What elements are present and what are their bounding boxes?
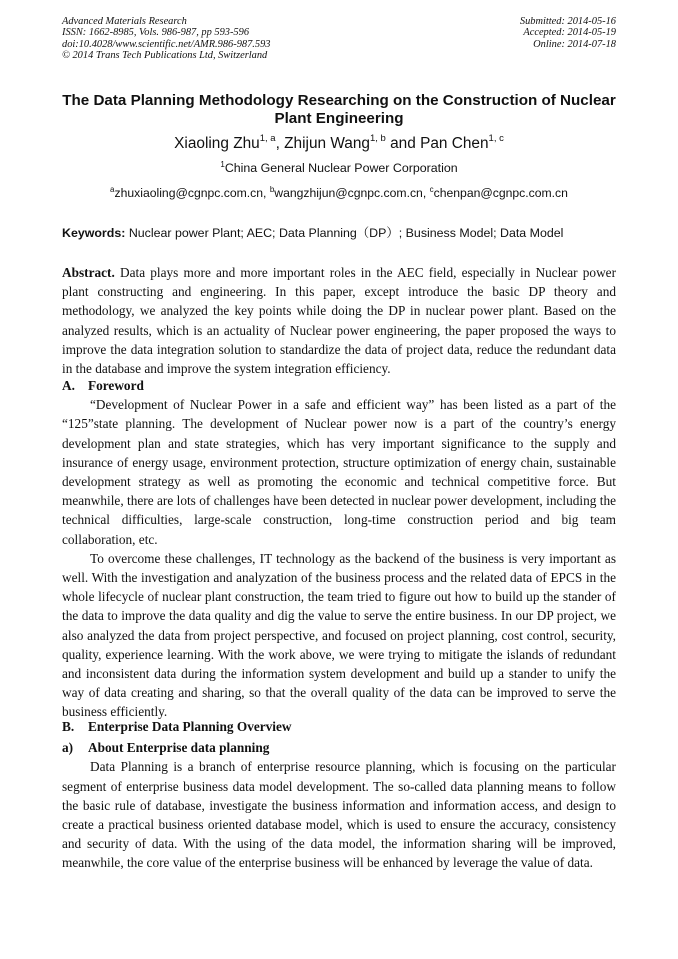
- author-list: Xiaoling Zhu$^{1, a}$, Zhijun Wang$^{1, b}$ and Pan Chen$^{1, c}$: [174, 133, 504, 152]
- author-superscript: 1, c: [488, 133, 504, 144]
- paper-title: The Data Planning Methodology Researching on the Construction of Nuclear Plant Engineering: [62, 92, 616, 127]
- journal-header: [62, 16, 270, 62]
- keywords: [62, 226, 616, 241]
- email-link[interactable]: wangzhijun@cgnpc.com.cn: [274, 186, 423, 200]
- keywords-text: Nuclear power Plant; AEC; Data Planning（DP）; Business Model; Data Model: [128, 226, 564, 240]
- paragraph: To overcome these challenges, IT technology as the backend of the business is very important as well. With the investigation and analyzation of the business process and the related data of EPCS in the whole lifecycle of nuclear plant construction, the team tried to figure out how to build up the stander of the data to improve the data quality and dig the value to serve the entire business. In our DP project, we also analyzed the data from project perspective, and focused on project planning, cost control, security, quality, experience learning. With the work above, we were trying to mitigate the islands of redundant and inconsistent data during the information system development and build up a stander to unify the way of data creating and sharing, so that the overall quality of the data can be improved to serve the business efficiently.: [62, 550, 616, 720]
- doi-line: doi:10.4028/www.scientific.net/AMR.986-987.593: [62, 38, 271, 50]
- online-date: Online: 2014-07-18: [533, 38, 616, 50]
- section-foreword: [62, 376, 616, 722]
- email-link[interactable]: zhuxiaoling@cgnpc.com.cn: [114, 186, 264, 200]
- section-enterprise-data-planning: [62, 717, 616, 873]
- author-superscript: 1, a: [259, 133, 276, 144]
- abstract-label: Abstract.: [62, 265, 115, 280]
- subsection-heading: a) About Enterprise data planning: [62, 740, 270, 756]
- email-list: $^a$zhuxiaoling@cgnpc.com.cn, $^b$wangzhijun@cgnpc.com.cn, $^c$chenpan@cgnpc.com.cn: [110, 185, 568, 200]
- author-superscript: 1, b: [369, 133, 386, 144]
- issn-line: ISSN: 1662-8985, Vols. 986-987, pp 593-596: [62, 27, 250, 39]
- author-name: Xiaoling Zhu: [174, 135, 260, 152]
- author-name: Zhijun Wang: [284, 135, 370, 152]
- accepted-date: Accepted: 2014-05-19: [523, 27, 616, 39]
- paragraph: Data Planning is a branch of enterprise resource planning, which is focusing on the particular segment of enterprise business data model development. The so-called data planning means to follow the basic rule of database, investigate the business information and information access, and design to create a practical business oriented database model, which is used to ensure the accuracy, consistency and security of data. With the using of the data model, the information sharing will be improved, meanwhile, the core value of the enterprise business will be enhanced by leverage the value of data.: [62, 759, 616, 871]
- abstract: [62, 263, 616, 378]
- email-link[interactable]: chenpan@cgnpc.com.cn: [433, 186, 568, 200]
- abstract-text: Data plays more and more important roles in the AEC field, especially in Nuclear power plant constructing and engineering. In this paper, except introduce the basic DP theory and methodology, we analyzed the key points while doing the DP in nuclear power plant. Based on the analyzed results, which is an actuality of Nuclear power engineering, the paper proposed the ways to improve the data integration solution to standardize the data of project data, reduce the redundant data in the database and improve the system integration efficiency.: [62, 265, 617, 377]
- section-heading: B. Enterprise Data Planning Overview: [62, 719, 292, 734]
- dates-header: [520, 16, 616, 50]
- affiliation: $^1$China General Nuclear Power Corporation: [220, 160, 458, 175]
- paragraph: “Development of Nuclear Power in a safe and efficient way” has been listed as a part of the “125”state planning. The development of Nuclear power now is a part of the country’s energy development plan and state strategies, which has very important significance to the supply and insurance of energy usage, environment protection, structure optimization of energy chain, sustainable development strategy as well as promoting the economic and technical competitive force. But meanwhile, there are lots of challenges have been detected in nuclear power development, including the technical difficulties, large-scale construction, long-time construction period and big team collaboration, etc.: [62, 397, 616, 547]
- submitted-date: Submitted: 2014-05-16: [519, 16, 616, 27]
- journal-name: Advanced Materials Research: [62, 16, 187, 27]
- copyright-line: © 2014 Trans Tech Publications Ltd, Switzerland: [62, 50, 268, 62]
- keywords-label: Keywords:: [62, 226, 126, 240]
- author-name: Pan Chen: [420, 135, 489, 152]
- section-heading: A. Foreword: [62, 378, 144, 393]
